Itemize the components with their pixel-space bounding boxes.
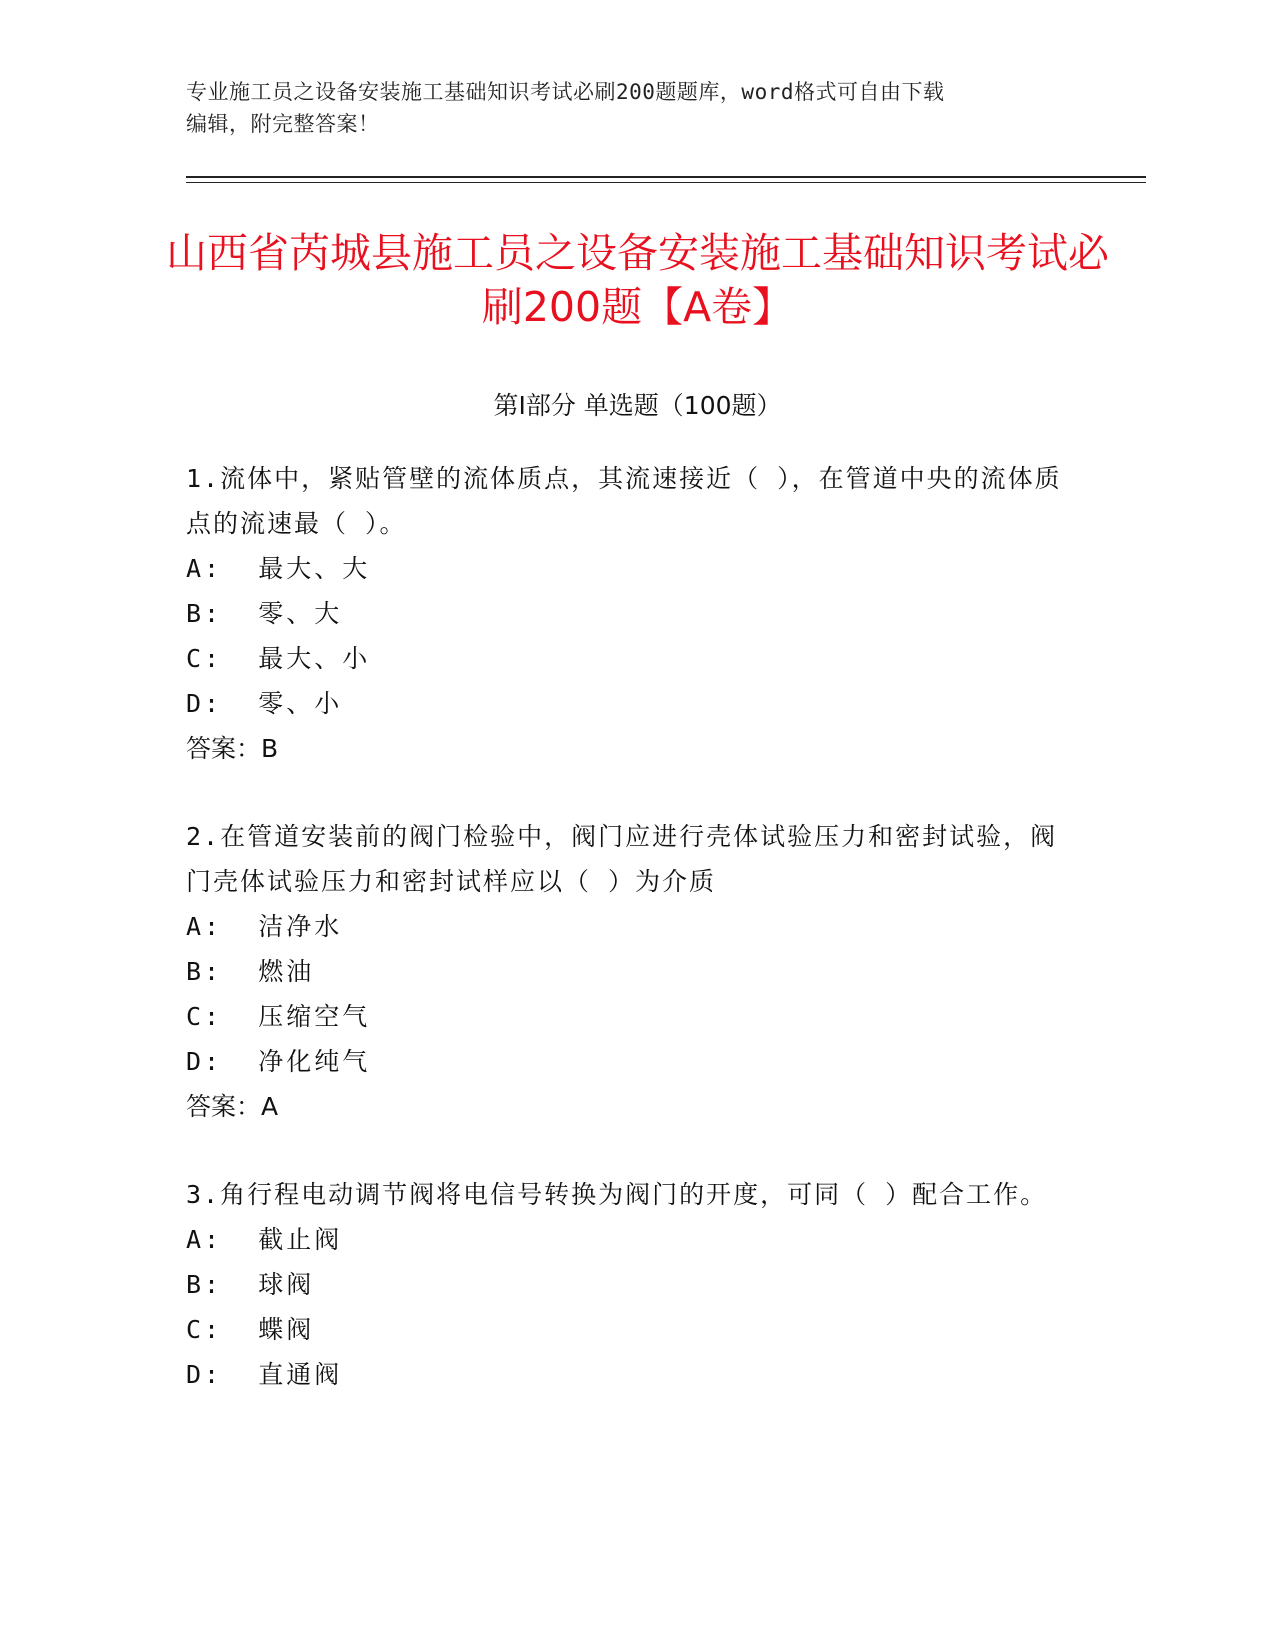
question-3 [186, 1172, 1066, 1397]
question-2 [186, 814, 1066, 1129]
header-divider-thin [186, 182, 1146, 183]
option-c: C: 蝶阀 [186, 1315, 315, 1344]
header-note: 专业施工员之设备安装施工基础知识考试必刷200题题库，word格式可自由下载 编辑，附完整答案！ [186, 80, 945, 136]
option-b: B: 零、大 [186, 599, 343, 628]
question-stem: 3.角行程电动调节阀将电信号转换为阀门的开度，可同（ ）配合工作。 [186, 1180, 1048, 1209]
document-title: 山西省芮城县施工员之设备安装施工基础知识考试必刷200题【A卷】 [166, 229, 1109, 331]
option-b: B: 球阀 [186, 1270, 315, 1299]
option-a: A: 截止阀 [186, 1225, 343, 1254]
option-d: D: 直通阀 [186, 1360, 343, 1389]
option-b: B: 燃油 [186, 957, 315, 986]
answer-label: 答案：B [186, 734, 279, 763]
section-heading: 第Ⅰ部分 单选题（100题） [493, 391, 782, 420]
option-a: A: 最大、大 [186, 554, 371, 583]
question-1 [186, 456, 1066, 771]
option-d: D: 净化纯气 [186, 1047, 371, 1076]
option-c: C: 最大、小 [186, 644, 371, 673]
header-divider-thick [186, 176, 1146, 178]
option-a: A: 洁净水 [186, 912, 343, 941]
question-stem: 1.流体中，紧贴管壁的流体质点，其流速接近（ ），在管道中央的流体质点的流速最（ ）。 [186, 464, 1062, 538]
option-d: D: 零、小 [186, 689, 343, 718]
option-c: C: 压缩空气 [186, 1002, 371, 1031]
answer-label: 答案：A [186, 1092, 279, 1121]
question-stem: 2.在管道安装前的阀门检验中，阀门应进行壳体试验压力和密封试验，阀门壳体试验压力和密封试样应以（ ）为介质 [186, 822, 1058, 896]
